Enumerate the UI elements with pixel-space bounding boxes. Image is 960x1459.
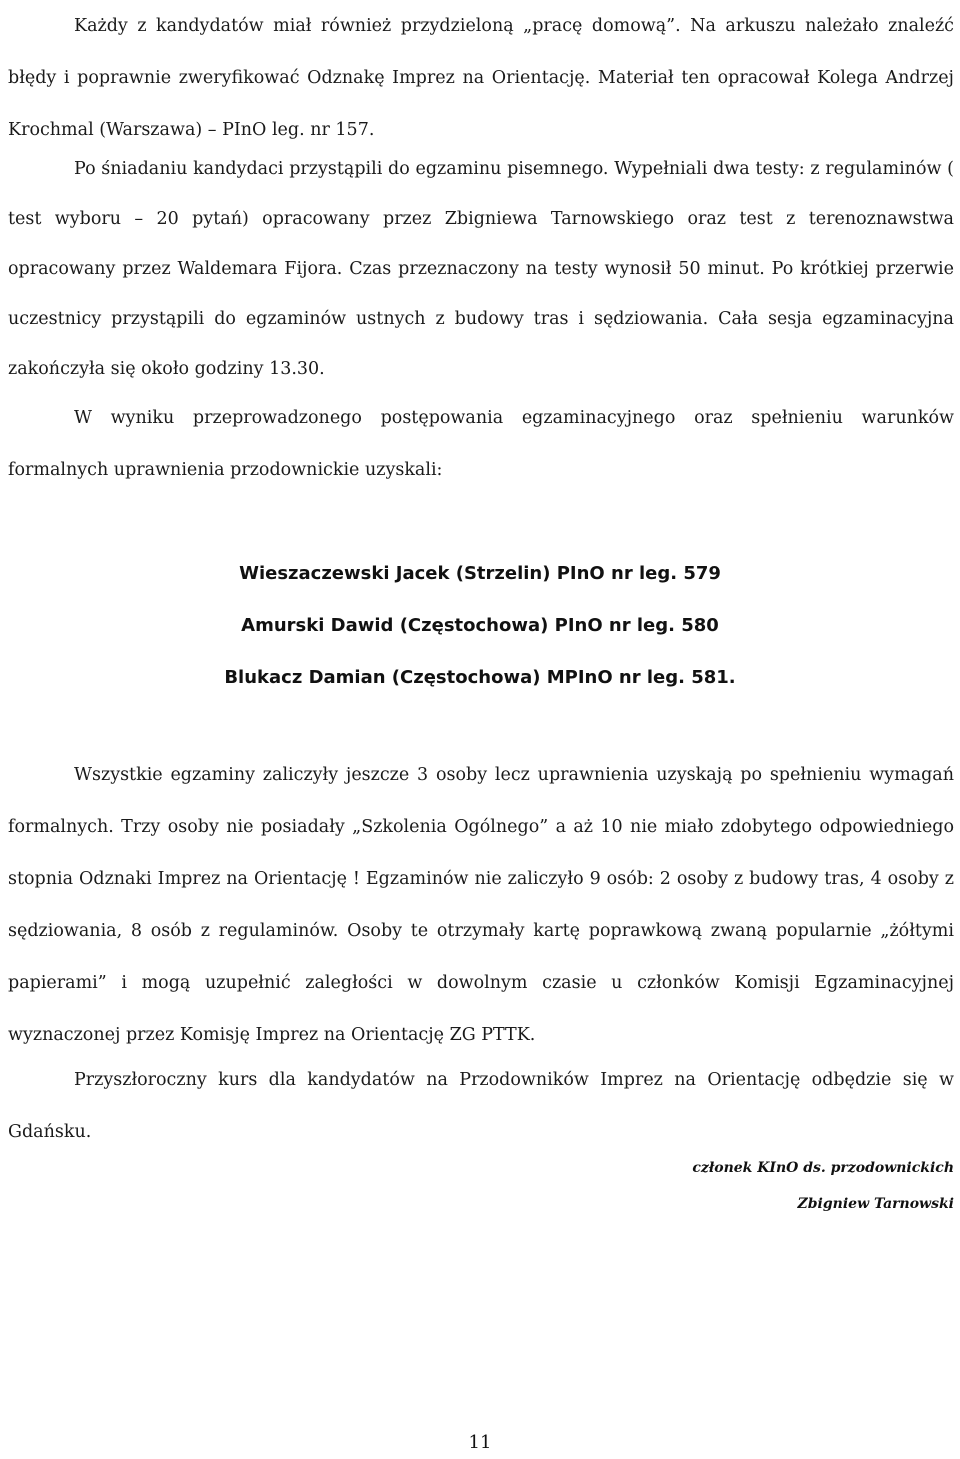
paragraph-written-exam-text: Po śniadaniu kandydaci przystąpili do egzaminu pisemnego. Wypełniali dwa testy: z regulaminów ( test wyboru – 20 pytań) opracowany przez Zbigniewa Tarnowskiego oraz test z terenoznawstwa opracowany przez Waldemara Fijora. Czas przeznaczony na testy wynosił 50 minut. Po krótkiej przerwie uczestnicy przystąpili do egzaminów ustnych z budowy tras i sędziowania. Cała sesja egzaminacyjna zakończyła się około godziny 13.30.: [8, 159, 954, 379]
paragraph-results-intro-text: W wyniku przeprowadzonego postępowania egzaminacyjnego oraz spełnieniu warunków formalnych uprawnienia przodownickie uzyskali:: [8, 408, 954, 480]
qualified-names-list: [0, 548, 960, 704]
paragraph-next-course-text: Przyszłoroczny kurs dla kandydatów na Przodowników Imprez na Orientację odbędzie się w Gdańsku.: [8, 1070, 954, 1142]
qualified-name-item: Amurski Dawid (Częstochowa) PInO nr leg. 580: [241, 615, 719, 636]
paragraph-remaining-candidates-text: Wszystkie egzaminy zaliczyły jeszcze 3 osoby lecz uprawnienia uzyskają po spełnieniu wymagań formalnych. Trzy osoby nie posiadały „Szkolenia Ogólnego” a aż 10 nie miało zdobytego odpowiedniego stopnia Odznaki Imprez na Orientację ! Egzaminów nie zaliczyło 9 osób: 2 osoby z budowy tras, 4 osoby z sędziowania, 8 osób z regulaminów. Osoby te otrzymały kartę poprawkową zwaną popularnie „żółtymi papierami” i mogą uzupełnić zaległości w dowolnym czasie u członków Komisji Egzaminacyjnej wyznaczonej przez Komisję Imprez na Orientację ZG PTTK.: [8, 765, 954, 1045]
paragraph-homework: [8, 0, 954, 156]
page-number: 11: [468, 1432, 492, 1453]
signature-name: Zbigniew Tarnowski: [797, 1196, 954, 1212]
paragraph-homework-text: Każdy z kandydatów miał również przydzieloną „pracę domową”. Na arkuszu należało znaleźć błędy i poprawnie zweryfikować Odznakę Imprez na Orientację. Materiał ten opracował Kolega Andrzej Krochmal (Warszawa) – PInO leg. nr 157.: [8, 16, 954, 140]
qualified-name-item: Blukacz Damian (Częstochowa) MPInO nr leg. 581.: [224, 667, 736, 688]
paragraph-results-intro: [8, 392, 954, 496]
paragraph-next-course: [8, 1054, 954, 1158]
paragraph-written-exam: [8, 144, 954, 394]
paragraph-remaining-candidates: [8, 749, 954, 1061]
qualified-name-item: Wieszaczewski Jacek (Strzelin) PInO nr leg. 579: [239, 563, 721, 584]
signature-role: członek KInO ds. przodownickich: [692, 1160, 954, 1176]
